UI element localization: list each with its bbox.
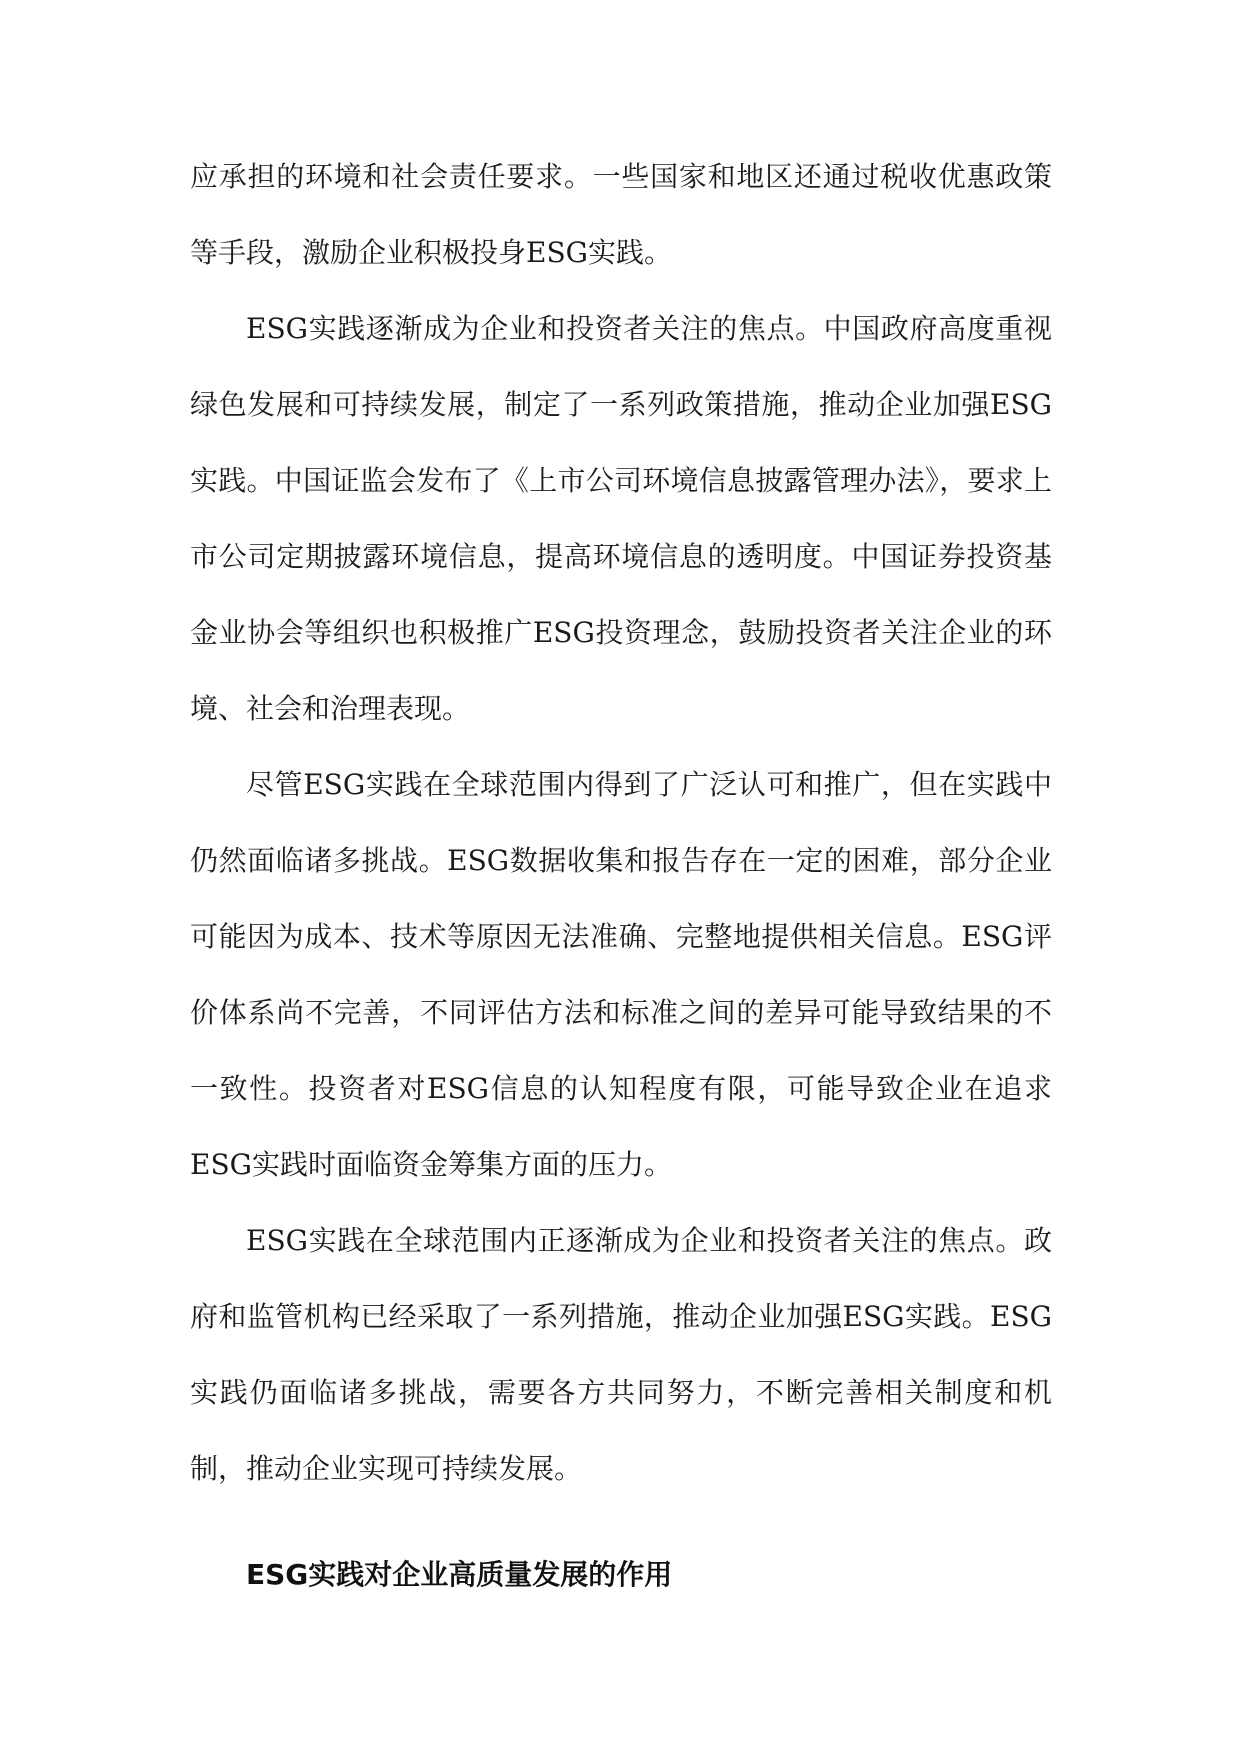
paragraph-esg-challenges: 尽管ESG实践在全球范围内得到了广泛认可和推广，但在实践中仍然面临诸多挑战。ESG数据收集和报告存在一定的困难，部分企业可能因为成本、技术等原因无法准确、完整地提供相关信息。ESG评价体系尚不完善，不同评估方法和标准之间的差异可能导致结果的不一致性。投资者对ESG信息的认知程度有限，可能导致企业在追求ESG实践时面临资金筹集方面的压力。 — [190, 768, 1052, 1181]
paragraph-esg-focus-china: ESG实践逐渐成为企业和投资者关注的焦点。中国政府高度重视绿色发展和可持续发展，制定了一系列政策措施，推动企业加强ESG实践。中国证监会发布了《上市公司环境信息披露管理办法》，要求上市公司定期披露环境信息，提高环境信息的透明度。中国证券投资基金业协会等组织也积极推广ESG投资理念，鼓励投资者关注企业的环境、社会和治理表现。 — [190, 312, 1052, 725]
paragraph-continuation: 应承担的环境和社会责任要求。一些国家和地区还通过税收优惠政策等手段，激励企业积极投身ESG实践。 — [190, 160, 1052, 269]
paragraph-esg-summary: ESG实践在全球范围内正逐渐成为企业和投资者关注的焦点。政府和监管机构已经采取了一系列措施，推动企业加强ESG实践。ESG实践仍面临诸多挑战，需要各方共同努力，不断完善相关制度和机制，推动企业实现可持续发展。 — [190, 1224, 1052, 1485]
section-heading: ESG实践对企业高质量发展的作用 — [246, 1558, 673, 1591]
document-body — [190, 139, 1052, 1613]
